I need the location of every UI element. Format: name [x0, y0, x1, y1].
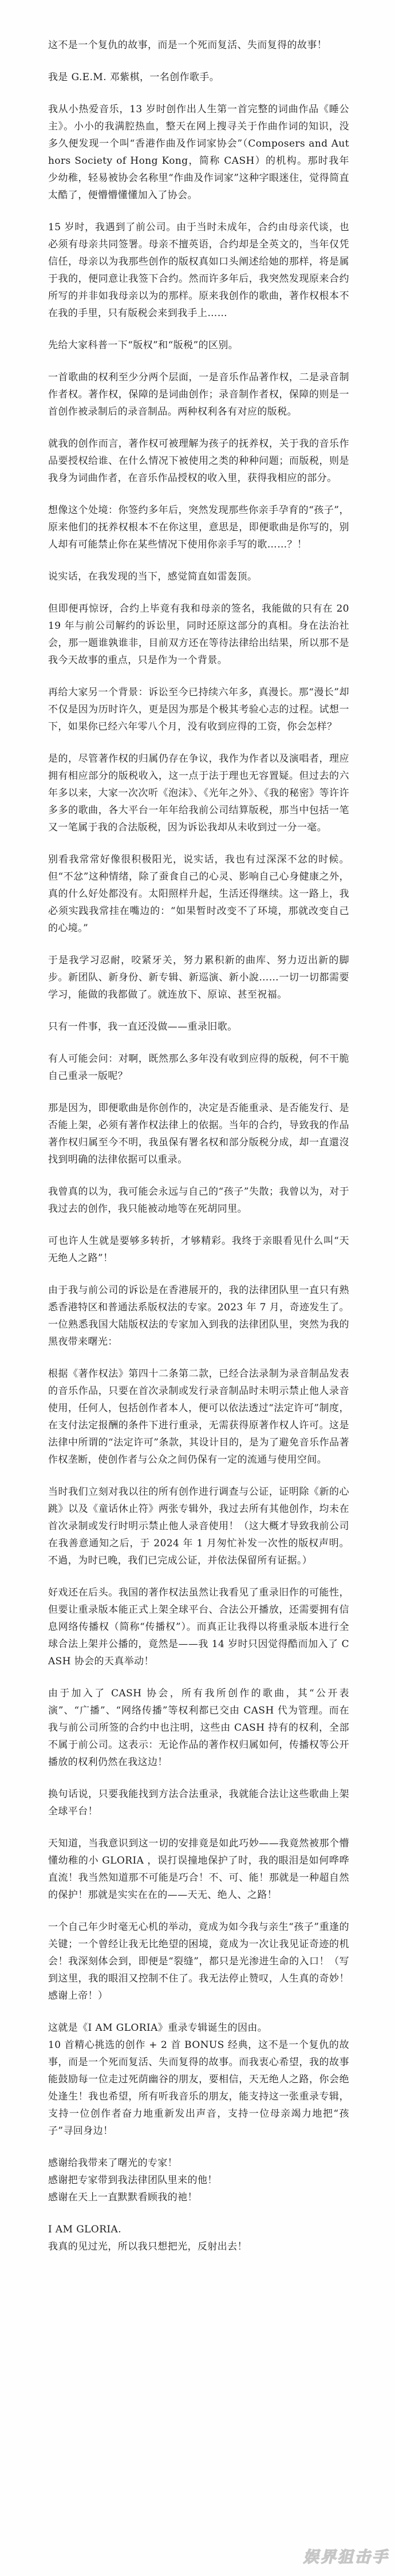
watermark: 娱界狙击手 [303, 2549, 389, 2566]
paragraph-block [48, 1365, 349, 1468]
paragraph: 这不是一个复仇的故事，而是一个死而复活、失而复得的故事！ [48, 40, 327, 51]
paragraph: 我曾真的以为，我可能会永远与自己的“孩子”失散；我曾以为，对于我过去的创作，我只能被动地等在死胡同里。 [48, 1186, 349, 1215]
paragraph: I AM GLORIA. [48, 2224, 122, 2235]
paragraph-block [48, 2019, 349, 2140]
paragraph-block [48, 1786, 349, 1820]
paragraph: 那是因为，即便歌曲是你创作的，决定是否能重录、是否能发行、是否能上架，必须有著作权法律上的依据。当年的合约，导致我的作品著作权归属至今不明，我虽保有署名权和部分版税分成，却一直還沒找到明确的法律依据可以重录。 [48, 1102, 349, 1165]
paragraph-block [48, 1018, 349, 1035]
paragraph-block [48, 1919, 349, 2004]
paragraph-block [48, 568, 349, 585]
paragraph-block [48, 1282, 349, 1350]
paragraph-block [48, 1584, 349, 1670]
paragraph-block [48, 219, 349, 322]
paragraph: 说实话，在我发现的当下，感觉简直如雷轰顶。 [48, 571, 258, 582]
paragraph: 于是我学习忍耐，咬紧牙关，努力累积新的曲库、努力迈出新的脚步。新团队、新身份、新专辑、新巡演、新小說……一切一切都需要学习，能做的我都做了。就连放下、原谅、甚至祝福。 [48, 955, 349, 1001]
paragraph: 一个自己年少时毫无心机的举动，竟成为如今我与亲生“孩子”重逢的关键；一个曾经让我无比绝望的困境，竟成为一次让我见证奇迹的机会！我深刻体会到，即便是“裂缝”，都只是光渗进生命的入口！（写到这里，我的眼泪又控制不住了。我无法停止赞叹，人生真的奇妙！感谢上帝！） [48, 1921, 349, 2002]
paragraph: 15 岁时，我遇到了前公司。由于当时未成年，合约由母亲代谈，也必须有母亲共同签署。母亲不擅英语，合约却是全英文的，当年仅凭信任，母亲以为我那些创作的版权真如口头阐述给她的那样，将是属于我的，便同意让我签下合约。然而许多年后，我突然发现原来合约所写的并非如我母亲以为的那样。原来我创作的歌曲，著作权根本不在我的手里，只有版税会来到我手上…… [48, 222, 349, 319]
paragraph: 天知道，当我意识到这一切的安排竟是如此巧妙——我竟然被那个懵懂幼稚的小 GLORIA ，误打误撞地保护了时，我的眼泪是如何哗哗直流！我当然知道那不可能是巧合！不、可、能！那就是一种超自然的保护！那就是实实在在的——天无、绝人、之路！ [48, 1838, 349, 1901]
paragraph: 根据《著作权法》第四十二条第二款，已经合法录制为录音制品发表的音乐作品，只要在首次录制或发行录音制品时未明示禁止他人录音使用，任何人，包括创作者本人，便可以依法透过“法定许可”制度，在支付法定报酬的条件下进行重录，无需获得原著作权人许可。这是法律中所谓的“法定许可”条款，其设计目的，是为了避免音乐作品著作权垄断，使创作者与公众之间仍保有一定的流通与使用空间。 [48, 1368, 349, 1466]
paragraph: 我真的见过光，所以我只想把光，反射出去！ [48, 2241, 247, 2252]
paragraph: 感谢给我带来了曙光的专家！ [48, 2157, 178, 2169]
paragraph-block [48, 1050, 349, 1085]
paragraph-block [48, 502, 349, 553]
paragraph-block [48, 1100, 349, 1168]
paragraph: 一首歌曲的权利至少分两个层面，一是音乐作品著作权，二是录音制作者权。著作权，保障的是词曲创作；录音制作者权，保障的则是一首创作被录制后的录音制品。两种权利各有对应的版税。 [48, 372, 349, 417]
article-body [48, 37, 349, 2255]
paragraph: 是的，尽管著作权的归属仍存在争议，我作为作者以及演唱者，理应拥有相应部分的版税收入，这一点于法于理也无容置疑。但过去的六年多以来，大家一次次听《泡沫》、《光年之外》、《我的秘密》等许许多多的歌曲，各大平台一年年给我前公司结算版税，那当中包括一笔又一笔属于我的合法版税，因为诉讼我却从未收到过一分一毫。 [48, 753, 349, 833]
paragraph-block [48, 2154, 349, 2206]
paragraph: 可也许人生就是要够多转折，才够精彩。我终于亲眼看见什么叫“天无绝人之路”！ [48, 1235, 349, 1264]
paragraph-block [48, 101, 349, 204]
paragraph: 这就是《I AM GLORIA》重录专辑诞生的因由。 [48, 2022, 268, 2034]
paragraph-block [48, 37, 349, 54]
paragraph: 再给大家另一个背景：诉讼至今已持续六年多，真漫长。那“漫长”却不仅是因为历时许久，更是因为那是个极其考验心志的过程。试想一下，如果你已经六年零八个月，没有收到应得的工资，你会怎样？ [48, 687, 349, 732]
paragraph: 但即便再惊讶，合约上毕竟有我和母亲的签名，我能做的只有在 2019 年与前公司解约的诉讼里，同时还原这部分的真相。身在法治社会，那一题谁孰谁非，目前双方还在等待法律给出结果，所以那不是我今天故事的重点，只是作为一个背景。 [48, 603, 349, 666]
paragraph-block [48, 1835, 349, 1904]
paragraph-block [48, 1685, 349, 1771]
paragraph-block [48, 952, 349, 1003]
paragraph-block [48, 1183, 349, 1218]
paragraph-block [48, 337, 349, 354]
paragraph-block [48, 1232, 349, 1267]
paragraph: 感谢把专家带到我法律团队里来的他！ [48, 2175, 218, 2186]
paragraph: 我是 G.E.M. 邓紫棋，一名创作歌手。 [48, 72, 220, 83]
paragraph-block [48, 851, 349, 937]
paragraph: 感谢在天上一直默默看顾我的祂！ [48, 2192, 198, 2203]
paragraph: 想像这个处境：你签约多年后，突然发现那些你亲手孕育的“孩子”，原来他们的抚养权根本不在你这里，意思是，即便歌曲是你写的，别人却有可能禁止你在某些情况下使用你亲手写的歌……？！ [48, 505, 349, 550]
paragraph: 10 首精心挑选的创作 + 2 首 BONUS 经典，这不是一个复仇的故事，而是一个死而复活、失而复得的故事。而我衷心希望，我的故事能鼓励每一位走过死荫幽谷的朋友，要相信，天无绝人之路，你会绝处逢生！我也希望，所有听我音乐的朋友，能支持这一张重录专辑，支持一位创作者奋力地重新发出声音，支持一位母亲竭力地把“孩子”寻回身边！ [48, 2039, 349, 2137]
paragraph: 我从小热爱音乐，13 岁时创作出人生第一首完整的词曲作品《睡公主》。小小的我满腔热血，整天在网上搜寻关于作曲作词的知识，没多久便发现一个叫“香港作曲及作词家协会”（Composers and Authors Society of Hong Kong，简称 CASH）的机构。那时我年少幼稚，轻易被协会名称里“作曲及作词家”这种字眼迷住，觉得简直太酷了，便懵懵懂懂加入了协会。 [48, 104, 349, 201]
paragraph: 由于我与前公司的诉讼是在香港展开的，我的法律团队里一直只有熟悉香港特区和普通法系版权法的专家。2023 年 7 月，奇迹发生了。一位熟悉我国大陆版权法的专家加入到我的法律团队里，突然为我的黑夜带来曙光： [48, 1285, 349, 1348]
paragraph-block [48, 684, 349, 735]
paragraph-block [48, 750, 349, 836]
paragraph: 别看我常常好像很积极阳光，说实话，我也有过深深不忿的时候。但“不忿”这种情绪，除了蚕食自己的心灵、影响自己心身健康之外，真的什么好处都没有。太阳照样升起，生活还得继续。这一路上，我必须实践我常挂在嘴边的：“如果暂时改变不了环境，那就改变自己的心境。” [48, 854, 349, 934]
paragraph: 有人可能会问：对啊，既然那么多年没有收到应得的版税，何不干脆自己重录一版呢？ [48, 1053, 349, 1082]
paragraph: 就我的创作而言，著作权可被理解为孩子的抚养权，关于我的音乐作品要授权给谁、在什么情况下被使用之类的种种问题；而版税，则是我身为词曲作者，在音乐作品授权的收入里，获得我相应的部分。 [48, 438, 349, 484]
paragraph: 换句话说，只要我能找到方法合法重录，我就能合法让这些歌曲上架全球平台！ [48, 1789, 349, 1817]
paragraph: 当时我们立刻对我以往的所有创作进行调查与公证，证明除《新的心跳》以及《童话休止符》两张专辑外，我过去所有其他创作，均未在首次录制或发行时明示禁止他人录音使用！（这大概才导致我前公司在我善意通知之后，于 2024 年 1 月匆忙补发一次性的版权声明。不過，为时已晚，我们已完成公证，并依法保留所有证据。） [48, 1486, 349, 1566]
paragraph-block [48, 1483, 349, 1569]
paragraph-block [48, 600, 349, 669]
paragraph: 由于加入了 CASH 协会，所有我所创作的歌曲，其“公开表演”、“广播”、“网络传播”等权利都已交由 CASH 代为管理。而在我与前公司所签的合约中也注明，这些由 CASH 持有的权利，全部不属于前公司。这表示：无论作品的著作权归属如何，传播权等公开播放的权利仍然在我这边！ [48, 1688, 349, 1768]
paragraph: 只有一件事，我一直还没做——重录旧歌。 [48, 1021, 238, 1033]
paragraph: 先给大家科普一下“版权”和“版税”的区别。 [48, 340, 239, 351]
paragraph-block [48, 69, 349, 86]
paragraph-block [48, 369, 349, 420]
paragraph-block [48, 435, 349, 487]
paragraph-block [48, 2221, 349, 2255]
paragraph: 好戏还在后头。我国的著作权法虽然让我看见了重录旧作的可能性，但要让重录版本能正式上架全球平台、合法公开播放，还需要拥有信息网络传播权（简称“传播权”）。而真正让我得以将重录版本进行全球合法上架并公播的，竟然是——我 14 岁时只因觉得酷而加入了 CASH 协会的天真举动！ [48, 1587, 349, 1667]
